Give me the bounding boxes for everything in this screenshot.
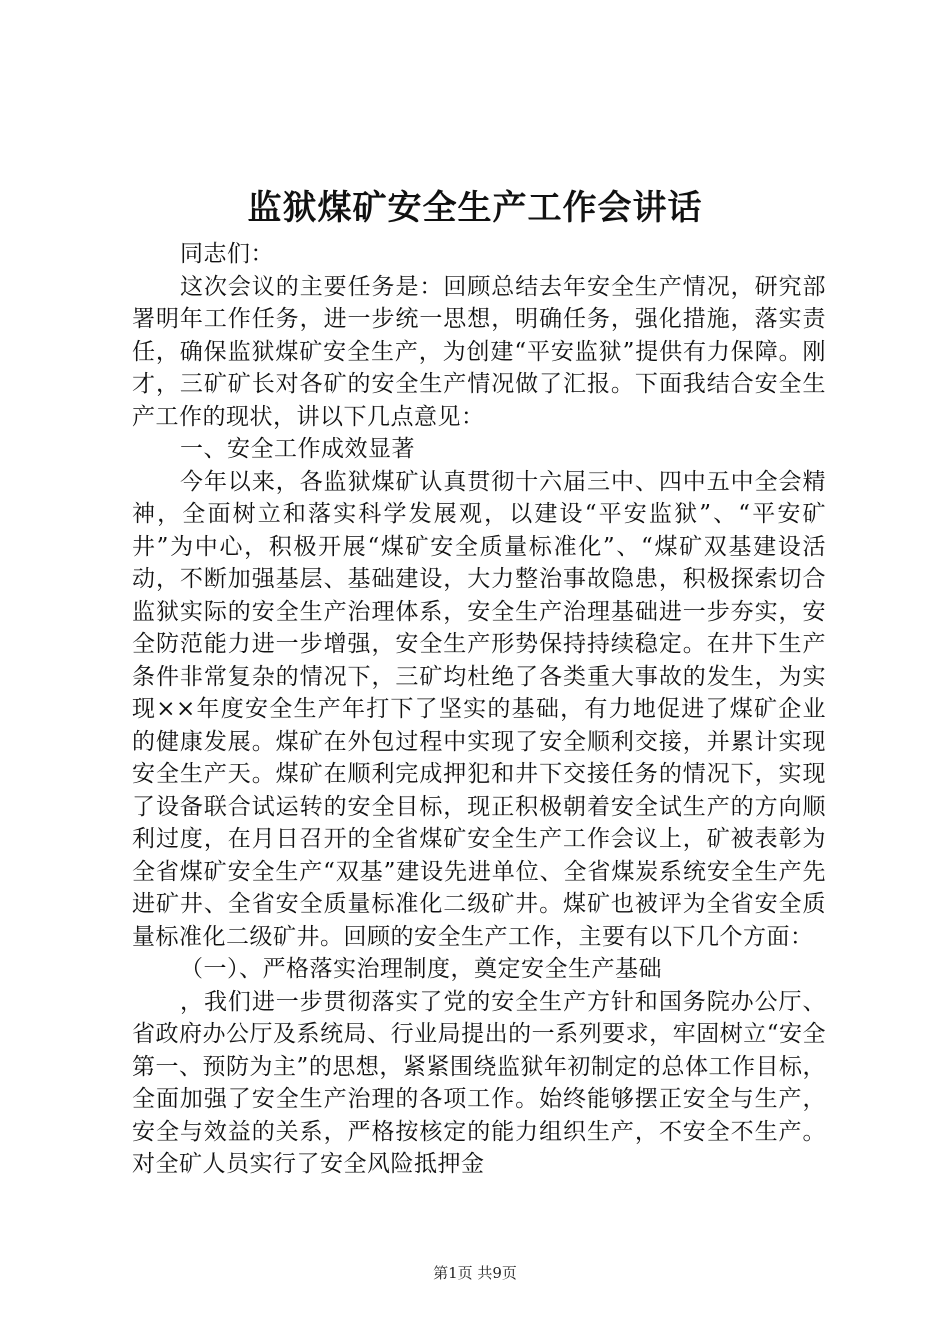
- document-title: 监狱煤矿安全生产工作会讲话: [247, 188, 703, 228]
- page-number-footer: 第1页 共9页: [433, 1264, 517, 1282]
- subsection-heading-1: （一）、严格落实治理制度，奠定安全生产基础: [180, 956, 662, 982]
- achievements-paragraph: 今年以来，各监狱煤矿认真贯彻十六届三中、四中五中全会精神，全面树立和落实科学发展观，以建设“平安监狱”、“平安矿井”为中心，积极开展“煤矿安全质量标准化”、“煤矿双基建设活动，不断加强基层、基础建设，大力整治事故隐患，积极探索切合监狱实际的安全生产治理体系，安全生产治理基础进一步夯实，安全防范能力进一步增强，安全生产形势保持持续稳定。在井下生产条件非常复杂的情况下，三矿均杜绝了各类重大事故的发生，为实现××年度安全生产年打下了坚实的基础，有力地促进了煤矿企业的健康发展。煤矿在外包过程中实现了安全顺利交接，并累计实现安全生产天。煤矿在顺利完成押犯和井下交接任务的情况下，实现了设备联合试运转的安全目标，现正积极朝着安全试生产的方向顺利过度，在月日召开的全省煤矿安全生产工作会议上，矿被表彰为全省煤矿安全生产“双基”建设先进单位、全省煤炭系统安全生产先进矿井、全省安全质量标准化二级矿井。煤矿也被评为全省安全质量标准化二级矿井。回顾的安全生产工作，主要有以下几个方面：: [132, 468, 826, 950]
- salutation-paragraph: 同志们：: [180, 241, 274, 267]
- management-paragraph: ，我们进一步贯彻落实了党的安全生产方针和国务院办公厅、省政府办公厅及系统局、行业局提出的一系列要求，牢固树立“安全第一、预防为主”的思想，紧紧围绕监狱年初制定的总体工作目标，全面加强了安全生产治理的各项工作。始终能够摆正安全与生产，安全与效益的关系，严格按核定的能力组织生产，不安全不生产。对全矿人员实行了安全风险抵押金: [132, 988, 826, 1177]
- section-heading-1: 一、安全工作成效显著: [180, 436, 415, 462]
- intro-paragraph: 这次会议的主要任务是：回顾总结去年安全生产情况，研究部署明年工作任务，进一步统一思想，明确任务，强化措施，落实责任，确保监狱煤矿安全生产，为创建“平安监狱”提供有力保障。刚才，三矿矿长对各矿的安全生产情况做了汇报。下面我结合安全生产工作的现状，讲以下几点意见：: [132, 273, 826, 430]
- document-body: [132, 238, 826, 1181]
